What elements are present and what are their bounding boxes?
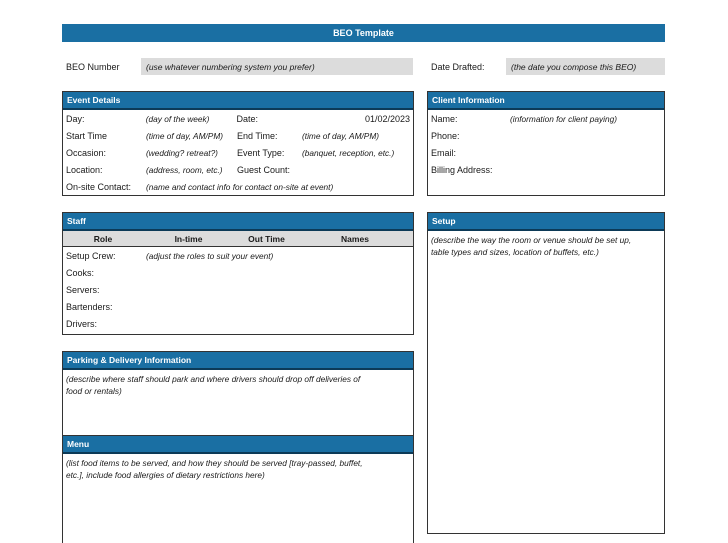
client-phone-label: Phone: — [431, 130, 460, 141]
column-in-time: In-time — [174, 233, 203, 244]
role-servers: Servers: — [66, 284, 100, 295]
staff-note: (adjust the roles to suit your event) — [146, 250, 274, 261]
role-bartenders: Bartenders: — [66, 301, 113, 312]
parking-desc-line2: food or rentals) — [66, 386, 122, 396]
setup-description[interactable] — [428, 231, 664, 258]
column-role: Role — [93, 233, 113, 244]
date-drafted-field[interactable]: (the date you compose this BEO) — [506, 58, 665, 75]
menu-section — [62, 435, 414, 543]
end-time-label: End Time: — [237, 130, 278, 141]
guest-count-label: Guest Count: — [237, 164, 291, 175]
beo-number-label: BEO Number — [66, 62, 120, 72]
menu-header: Menu — [63, 436, 413, 454]
billing-address-label: Billing Address: — [431, 164, 493, 175]
menu-desc-line2: etc.], include food allergies of dietary restrictions here) — [66, 470, 265, 480]
menu-description[interactable] — [63, 454, 413, 481]
setup-desc-line2: table types and sizes, location of buffets, etc.) — [431, 247, 599, 257]
column-names: Names — [341, 233, 369, 244]
staff-header: Staff — [63, 213, 413, 231]
page-title: BEO Template — [62, 24, 665, 42]
client-information-header: Client Information — [428, 92, 664, 110]
end-time-value[interactable]: (time of day, AM/PM) — [302, 130, 379, 141]
location-value[interactable]: (address, room, etc.) — [146, 164, 223, 175]
date-label: Date: — [236, 113, 259, 124]
setup-desc-line1: (describe the way the room or venue should be set up, — [431, 235, 632, 245]
parking-description[interactable] — [63, 370, 413, 397]
client-email-label: Email: — [431, 147, 457, 158]
event-type-label: Event Type: — [237, 147, 285, 158]
location-label: Location: — [66, 164, 103, 175]
client-name-value[interactable]: (information for client paying) — [510, 113, 617, 124]
staff-section — [62, 212, 414, 335]
parking-delivery-section — [62, 351, 414, 436]
menu-desc-line1: (list food items to be served, and how they should be served [tray-passed, buffet, — [66, 458, 363, 468]
client-information-section — [427, 91, 665, 196]
start-time-value[interactable]: (time of day, AM/PM) — [146, 130, 223, 141]
staff-column-headers — [63, 231, 413, 247]
client-name-label: Name: — [431, 113, 458, 124]
parking-desc-line1: (describe where staff should park and where drivers should drop off deliveries of — [66, 374, 361, 384]
column-out-time: Out Time — [248, 233, 285, 244]
start-time-label: Start Time — [66, 130, 108, 141]
onsite-contact-value[interactable]: (name and contact info for contact on-site at event) — [146, 181, 334, 192]
onsite-contact-label: On-site Contact: — [66, 181, 132, 192]
role-cooks: Cooks: — [66, 267, 95, 278]
role-drivers: Drivers: — [66, 318, 97, 329]
day-value[interactable]: (day of the week) — [145, 113, 210, 124]
setup-section — [427, 212, 665, 534]
occasion-value[interactable]: (wedding? retreat?) — [146, 147, 218, 158]
date-drafted-label: Date Drafted: — [431, 62, 485, 72]
date-value[interactable]: 01/02/2023 — [364, 113, 410, 124]
event-details-section — [62, 91, 414, 196]
beo-number-field[interactable]: (use whatever numbering system you prefer) — [141, 58, 413, 75]
parking-delivery-header: Parking & Delivery Information — [63, 352, 413, 370]
day-label: Day: — [66, 113, 85, 124]
event-type-value[interactable]: (banquet, reception, etc.) — [302, 147, 395, 158]
setup-header: Setup — [428, 213, 664, 231]
occasion-label: Occasion: — [66, 147, 107, 158]
event-details-header: Event Details — [63, 92, 413, 110]
role-setup-crew: Setup Crew: — [66, 250, 116, 261]
